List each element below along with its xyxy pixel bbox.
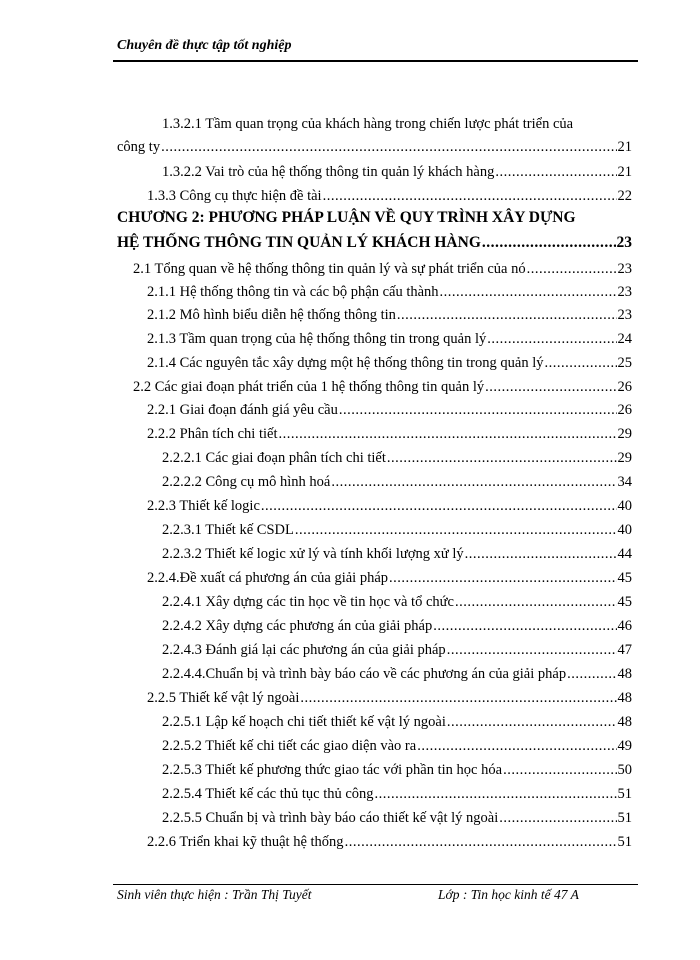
toc-page-number: 23 [616,234,632,251]
toc-entry[interactable] [162,807,632,829]
toc-entry-text: 2.2.3.2 Thiết kế logic xử lý và tính khối lượng xử lý [162,546,464,562]
toc-page-number: 50 [617,762,632,778]
toc-page-number: 45 [617,594,632,610]
dot-leader [389,567,616,589]
dot-leader [433,615,616,637]
toc-page-number: 51 [617,834,632,850]
toc-entry-text: 2.2.2 Phân tích chi tiết [147,426,278,442]
dot-leader [295,519,617,541]
dot-leader [465,543,617,565]
header-divider [113,60,638,62]
toc-entry[interactable] [162,759,632,781]
toc-entry[interactable] [162,543,632,565]
dot-leader [544,352,616,374]
toc-page-number: 48 [617,666,632,682]
chapter-title-line1: CHƯƠNG 2: PHƯƠNG PHÁP LUẬN VỀ QUY TRÌNH XÂY DỰNG [117,209,576,226]
toc-entry[interactable] [162,735,632,757]
toc-page-number: 49 [617,738,632,754]
toc-entry[interactable] [162,783,632,805]
toc-page-number: 40 [617,522,632,538]
toc-entry[interactable] [147,328,632,350]
toc-page-number: 23 [617,261,632,277]
dot-leader [339,399,617,421]
toc-entry[interactable] [147,352,632,374]
toc-entry-text: 2.2.3.1 Thiết kế CSDL [162,522,294,538]
toc-page-number: 44 [617,546,632,562]
dot-leader [331,471,616,493]
toc-page-number: 23 [617,284,632,300]
dot-leader [495,161,616,183]
toc-entry-text: 2.1.2 Mô hình biểu diễn hệ thống thông tin [147,307,396,323]
toc-entry[interactable] [147,399,632,421]
toc-entry-text: 2.1.1 Hệ thống thông tin và các bộ phận cấu thành [147,284,439,300]
toc-entry-text: 1.3.3 Công cụ thực hiện đề tài [147,188,322,204]
footer-student: Sinh viên thực hiện : Trần Thị Tuyết [117,887,312,902]
toc-page-number: 45 [617,570,632,586]
toc-entry-text: 2.2.2.1 Các giai đoạn phân tích chi tiết [162,450,386,466]
header-title: Chuyên đề thực tập tốt nghiệp [117,38,292,53]
dot-leader [499,807,616,829]
dot-leader [527,258,617,280]
toc-entry-text: 2.1 Tổng quan về hệ thống thông tin quản lý và sự phát triển của nó [133,261,526,277]
dot-leader [447,711,617,733]
toc-page-number: 51 [617,786,632,802]
toc-entry[interactable] [162,471,632,493]
dot-leader [397,304,617,326]
dot-leader [482,232,616,254]
toc-page-number: 21 [617,139,632,155]
toc-entry[interactable] [147,304,632,326]
toc-entry[interactable] [162,519,632,541]
toc-entry-text: 2.2.4.3 Đánh giá lại các phương án của giải pháp [162,642,446,658]
toc-entry[interactable] [147,495,632,517]
toc-entry-text: 2.2.5.5 Chuẩn bị và trình bày báo cáo thiết kế vật lý ngoài [162,810,499,826]
toc-entry-text: 2.2.4.1 Xây dựng các tin học về tin học và tổ chức [162,594,454,610]
toc-entry[interactable] [162,161,632,183]
toc-entry[interactable] [133,258,632,280]
toc-page-number: 26 [617,402,632,418]
dot-leader [323,185,617,207]
toc-page-number: 21 [617,164,632,180]
dot-leader [503,759,616,781]
dot-leader [375,783,617,805]
toc-entry[interactable] [147,687,632,709]
toc-entry[interactable] [147,185,632,207]
toc-entry[interactable] [147,567,632,589]
toc-entry-text: 1.3.2.2 Vai trò của hệ thống thông tin quản lý khách hàng [162,164,495,180]
toc-page-number: 46 [617,618,632,634]
toc-entry-text: 2.2.5.2 Thiết kế chi tiết các giao diện vào ra [162,738,417,754]
toc-page-number: 23 [617,307,632,323]
toc-entry-text: 2.1.4 Các nguyên tắc xây dựng một hệ thống thông tin trong quản lý [147,355,544,371]
toc-chapter-entry[interactable] [117,232,632,254]
footer-divider [113,884,638,885]
toc-page-number: 47 [617,642,632,658]
toc-entry-text: HỆ THỐNG THÔNG TIN QUẢN LÝ KHÁCH HÀNG [117,234,481,251]
toc-entry[interactable] [162,639,632,661]
dot-leader [567,663,616,685]
toc-entry-text: 2.2.2.2 Công cụ mô hình hoá [162,474,331,490]
toc-entry[interactable] [162,615,632,637]
toc-entry-text: 2.2.4.Đề xuất cá phương án của giải pháp [147,570,389,586]
toc-entry[interactable] [133,376,632,398]
dot-leader [300,687,616,709]
toc-entry-text: 2.1.3 Tầm quan trọng của hệ thống thông tin trong quản lý [147,331,487,347]
dot-leader [345,831,617,853]
dot-leader [278,423,616,445]
toc-page-number: 26 [617,379,632,395]
toc-entry-text: công ty [117,139,161,155]
toc-entry-text: 2.2.1 Giai đoạn đánh giá yêu cầu [147,402,338,418]
toc-entry[interactable] [117,136,632,158]
dot-leader [440,281,617,303]
dot-leader [417,735,616,757]
toc-entry[interactable] [147,281,632,303]
dot-leader [387,447,617,469]
toc-entry[interactable] [162,591,632,613]
toc-entry-text-line1: 1.3.2.1 Tầm quan trọng của khách hàng trong chiến lược phát triển của [162,116,574,132]
dot-leader [261,495,617,517]
toc-entry[interactable] [162,447,632,469]
toc-entry-text: 2.2.4.2 Xây dựng các phương án của giải pháp [162,618,433,634]
toc-page-number: 24 [617,331,632,347]
dot-leader [487,328,616,350]
dot-leader [455,591,617,613]
dot-leader [161,136,616,158]
toc-entry-text: 2.2.4.4.Chuẩn bị và trình bày báo cáo về các phương án của giải pháp [162,666,567,682]
toc-entry[interactable] [147,423,632,445]
footer-class: Lớp : Tin học kinh tế 47 A [438,887,579,902]
toc-page-number: 34 [617,474,632,490]
toc-entry[interactable] [162,711,632,733]
toc-page-number: 51 [617,810,632,826]
toc-entry-text: 2.2.3 Thiết kế logic [147,498,260,514]
toc-page-number: 29 [617,426,632,442]
dot-leader [485,376,616,398]
toc-entry[interactable] [162,663,632,685]
toc-page-number: 48 [617,714,632,730]
toc-entry-text: 2.2.6 Triển khai kỹ thuật hệ thống [147,834,344,850]
toc-page-number: 25 [617,355,632,371]
toc-entry[interactable] [147,831,632,853]
dot-leader [447,639,617,661]
toc-page-number: 22 [617,188,632,204]
toc-entry-text: 2.2.5.1 Lập kế hoạch chi tiết thiết kế vật lý ngoài [162,714,446,730]
toc-entry-text: 2.2 Các giai đoạn phát triển của 1 hệ thống thông tin quản lý [133,379,485,395]
toc-entry-text: 2.2.5 Thiết kế vật lý ngoài [147,690,300,706]
toc-page-number: 29 [617,450,632,466]
toc-page-number: 40 [617,498,632,514]
toc-entry-text: 2.2.5.4 Thiết kế các thủ tục thủ công [162,786,374,802]
toc-page-number: 48 [617,690,632,706]
toc-entry-text: 2.2.5.3 Thiết kế phương thức giao tác với phần tin học hóa [162,762,503,778]
